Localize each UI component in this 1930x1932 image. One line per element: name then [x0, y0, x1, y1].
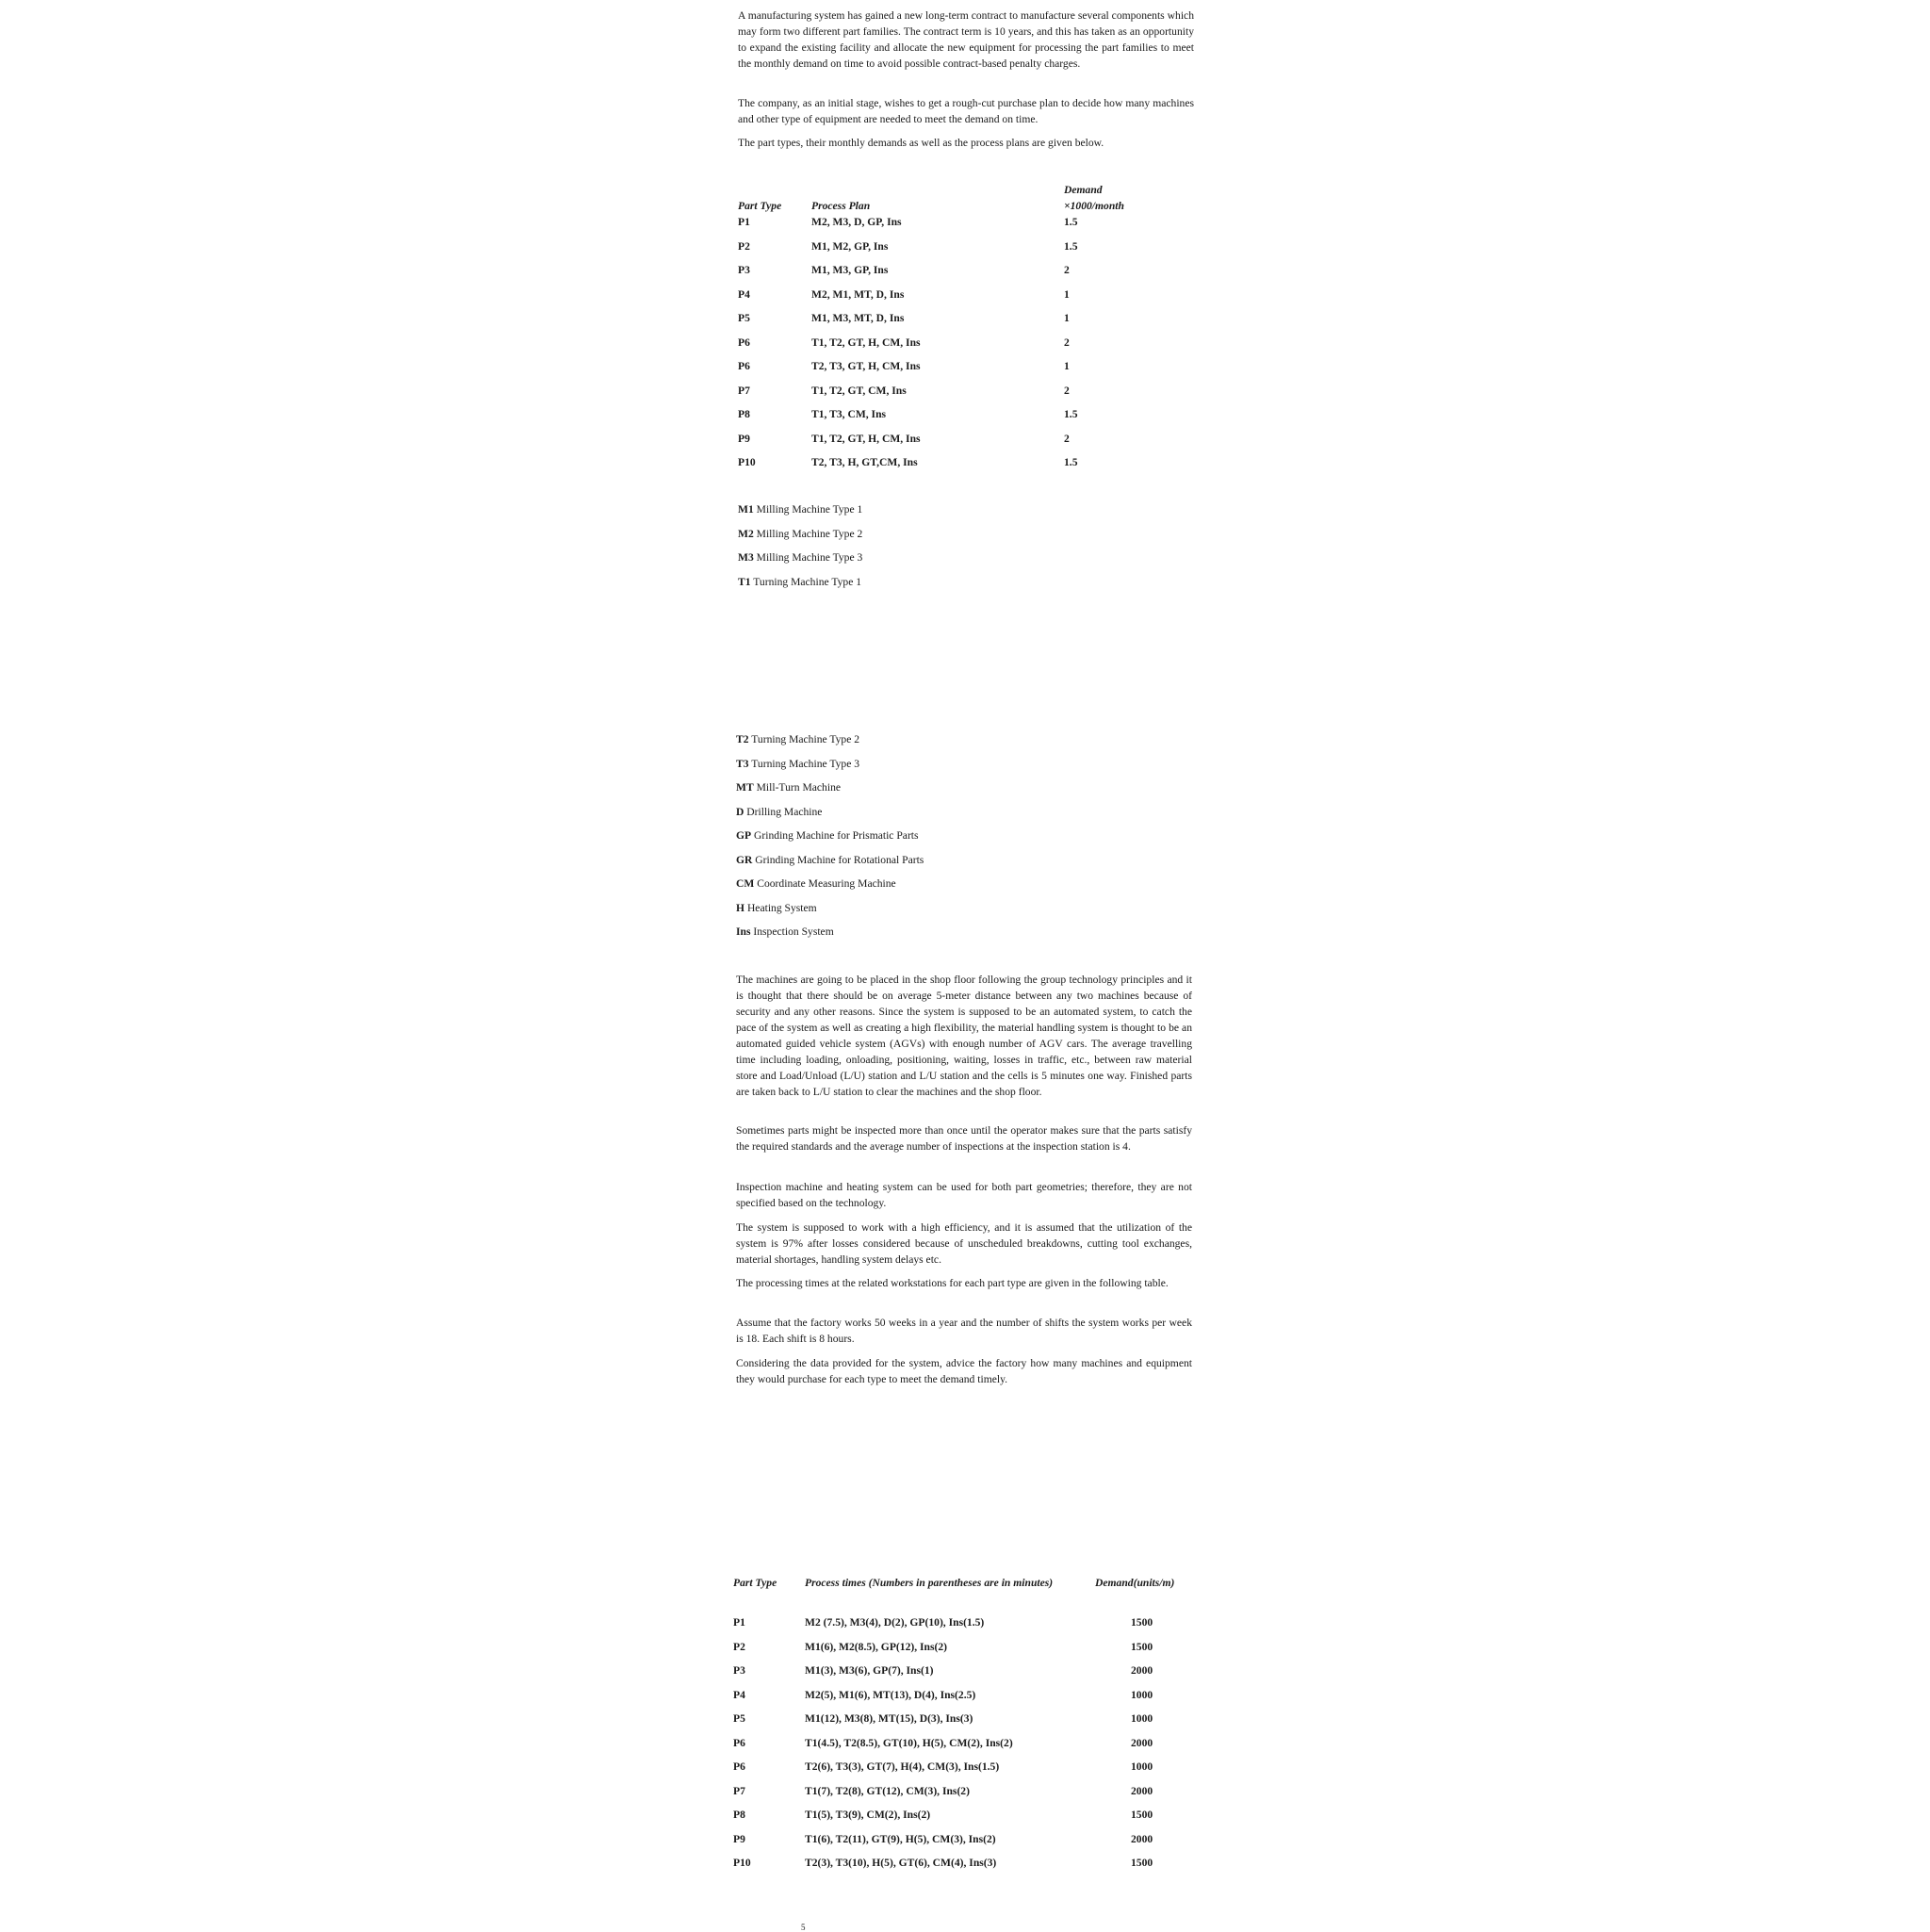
plan-cell-plan: T1, T3, CM, Ins: [811, 408, 887, 420]
times-cell-times: M2(5), M1(6), MT(13), D(4), Ins(2.5): [805, 1688, 976, 1701]
plan-cell-plan: T2, T3, GT, H, CM, Ins: [811, 360, 921, 372]
plan-cell-demand: 1: [1064, 287, 1070, 301]
plan-cell-demand: 2: [1064, 384, 1070, 397]
body-paragraph-shared-equipment: Inspection machine and heating system can be used for both part geometries; therefore, they are not specified based on the technology.: [736, 1181, 1192, 1209]
plan-cell-part: P8: [738, 408, 750, 420]
times-cell-part: P6: [733, 1736, 745, 1749]
times-cell-demand: 1500: [1131, 1857, 1153, 1869]
times-cell-times: T1(5), T3(9), CM(2), Ins(2): [805, 1809, 931, 1821]
times-header-part-type: Part Type: [733, 1577, 777, 1589]
times-cell-times: M2 (7.5), M3(4), D(2), GP(10), Ins(1.5): [805, 1616, 985, 1629]
plan-cell-part: P10: [738, 456, 756, 468]
times-cell-times: T2(6), T3(3), GT(7), H(4), CM(3), Ins(1.5): [805, 1760, 1000, 1773]
times-cell-demand: 1500: [1131, 1640, 1153, 1653]
times-cell-part: P3: [733, 1664, 745, 1677]
times-cell-times: T1(7), T2(8), GT(12), CM(3), Ins(2): [805, 1784, 970, 1797]
body-paragraph-processing-times: The processing times at the related workstations for each part type are given in the following table.: [736, 1277, 1169, 1289]
times-cell-part: P1: [733, 1616, 745, 1629]
legend-item: M3 Milling Machine Type 3: [738, 551, 863, 564]
times-cell-part: P4: [733, 1688, 745, 1701]
plan-cell-part: P6: [738, 360, 750, 372]
plan-cell-plan: T2, T3, H, GT,CM, Ins: [811, 456, 918, 468]
times-cell-part: P8: [733, 1809, 745, 1821]
times-cell-demand: 2000: [1131, 1784, 1153, 1797]
plan-cell-plan: M2, M3, D, GP, Ins: [811, 216, 902, 228]
times-cell-part: P9: [733, 1832, 745, 1845]
plan-cell-demand: 1: [1064, 312, 1070, 324]
times-header-process-times: Process times (Numbers in parentheses are in minutes): [805, 1577, 1054, 1589]
times-cell-part: P6: [733, 1760, 745, 1773]
times-cell-demand: 2000: [1131, 1664, 1153, 1677]
times-cell-demand: 1000: [1131, 1712, 1153, 1725]
intro-paragraph-2: The company, as an initial stage, wishes to get a rough-cut purchase plan to decide how many machines and other type of equipment are needed to meet the demand on time.: [738, 97, 1194, 125]
intro-paragraph-1: A manufacturing system has gained a new long-term contract to manufacture several components which may form two different part families. The contract term is 10 years, and this has taken as an opportunity to expand the existing facility and allocate the new equipment for processing the part families to meet the monthly demand on time to avoid possible contract-based penalty charges.: [738, 9, 1194, 70]
processing-times-table: [733, 1575, 1204, 1876]
plan-cell-demand: 1.5: [1064, 239, 1078, 253]
legend-item: D Drilling Machine: [736, 805, 823, 818]
plan-cell-part: P1: [738, 216, 750, 228]
plan-cell-part: P9: [738, 432, 750, 445]
plan-header-demand-unit: ×1000/month: [1064, 200, 1124, 212]
plan-cell-part: P3: [738, 264, 750, 276]
times-cell-times: T1(4.5), T2(8.5), GT(10), H(5), CM(2), Ins(2): [805, 1736, 1013, 1749]
body-paragraph-task: Considering the data provided for the system, advice the factory how many machines and equipment they would purchase for each type to meet the demand timely.: [736, 1357, 1192, 1385]
legend-item: GP Grinding Machine for Prismatic Parts: [736, 829, 919, 842]
plan-cell-demand: 2: [1064, 432, 1070, 445]
legend-item: GR Grinding Machine for Rotational Parts: [736, 853, 924, 866]
times-cell-demand: 1500: [1131, 1616, 1153, 1629]
plan-cell-plan: T1, T2, GT, CM, Ins: [811, 384, 907, 397]
plan-cell-plan: M1, M3, MT, D, Ins: [811, 312, 905, 324]
legend-item: M1 Milling Machine Type 1: [738, 503, 863, 516]
equipment-legend-a: [738, 501, 1021, 591]
plan-cell-part: P4: [738, 287, 750, 301]
process-plan-table: [738, 182, 1190, 474]
plan-cell-demand: 2: [1064, 264, 1070, 276]
legend-item: M2 Milling Machine Type 2: [738, 527, 863, 540]
times-cell-part: P7: [733, 1784, 745, 1797]
times-cell-demand: 1500: [1131, 1809, 1153, 1821]
times-cell-demand: 2000: [1131, 1736, 1153, 1749]
times-cell-part: P5: [733, 1712, 745, 1725]
times-cell-times: M1(6), M2(8.5), GP(12), Ins(2): [805, 1640, 948, 1653]
times-header-demand: Demand(units/m): [1095, 1577, 1175, 1589]
plan-header-demand: Demand: [1064, 184, 1103, 196]
legend-item: T1 Turning Machine Type 1: [738, 575, 862, 588]
times-cell-times: M1(12), M3(8), MT(15), D(3), Ins(3): [805, 1712, 973, 1725]
plan-cell-plan: M1, M2, GP, Ins: [811, 239, 889, 253]
intro-paragraph-3: The part types, their monthly demands as well as the process plans are given below.: [738, 137, 1104, 149]
plan-cell-plan: T1, T2, GT, H, CM, Ins: [811, 432, 921, 445]
legend-item: H Heating System: [736, 901, 817, 914]
plan-cell-part: P6: [738, 336, 750, 349]
plan-cell-demand: 1.5: [1064, 456, 1078, 468]
plan-cell-demand: 1: [1064, 360, 1070, 372]
times-cell-times: T1(6), T2(11), GT(9), H(5), CM(3), Ins(2): [805, 1832, 996, 1845]
plan-cell-plan: T1, T2, GT, H, CM, Ins: [811, 336, 921, 349]
equipment-legend-b: [736, 731, 1019, 941]
times-cell-demand: 1000: [1131, 1688, 1153, 1701]
plan-cell-part: P5: [738, 312, 750, 324]
plan-cell-demand: 1.5: [1064, 408, 1078, 420]
body-paragraph-utilization: The system is supposed to work with a high efficiency, and it is assumed that the utilization of the system is 97% after losses considered because of unscheduled breakdowns, cutting tool exchanges, material shortages, handling system delays etc.: [736, 1221, 1192, 1266]
legend-item: T2 Turning Machine Type 2: [736, 733, 860, 745]
body-paragraph-shifts: Assume that the factory works 50 weeks in a year and the number of shifts the system works per week is 18. Each shift is 8 hours.: [736, 1317, 1192, 1345]
legend-item: Ins Inspection System: [736, 925, 834, 938]
times-cell-part: P2: [733, 1640, 745, 1653]
plan-cell-plan: M1, M3, GP, Ins: [811, 264, 889, 276]
times-cell-demand: 1000: [1131, 1760, 1153, 1773]
body-paragraph-layout: The machines are going to be placed in the shop floor following the group technology principles and it is thought that there should be on average 5-meter distance between any two machines because of security and any other reasons. Since the system is supposed to be an automated system, to catch the pace of the system as well as creating a high flexibility, the material handling system is thought to be an automated guided vehicle system (AGVs) with enough number of AGV cars. The average travelling time including loading, onloading, positioning, waiting, losses in traffic, etc., between raw material store and Load/Unload (L/U) station and L/U station and the cells is 5 minutes one way. Finished parts are taken back to L/U station to clear the machines and the shop floor.: [736, 974, 1192, 1098]
plan-cell-demand: 1.5: [1064, 216, 1078, 228]
plan-cell-part: P2: [738, 239, 750, 253]
times-cell-times: T2(3), T3(10), H(5), GT(6), CM(4), Ins(3): [805, 1857, 997, 1869]
plan-cell-demand: 2: [1064, 336, 1070, 349]
times-cell-part: P10: [733, 1857, 751, 1869]
legend-item: T3 Turning Machine Type 3: [736, 757, 860, 770]
plan-cell-plan: M2, M1, MT, D, Ins: [811, 287, 905, 301]
plan-header-process-plan: Process Plan: [811, 200, 871, 212]
plan-cell-part: P7: [738, 384, 750, 397]
legend-item: MT Mill-Turn Machine: [736, 781, 842, 794]
legend-item: CM Coordinate Measuring Machine: [736, 877, 896, 890]
body-paragraph-inspection: Sometimes parts might be inspected more than once until the operator makes sure that the parts satisfy the required standards and the average number of inspections at the inspection station is 4.: [736, 1124, 1192, 1153]
plan-header-part-type: Part Type: [738, 200, 782, 212]
page-number: 5: [801, 1923, 806, 1932]
times-cell-demand: 2000: [1131, 1832, 1153, 1845]
times-cell-times: M1(3), M3(6), GP(7), Ins(1): [805, 1664, 934, 1677]
